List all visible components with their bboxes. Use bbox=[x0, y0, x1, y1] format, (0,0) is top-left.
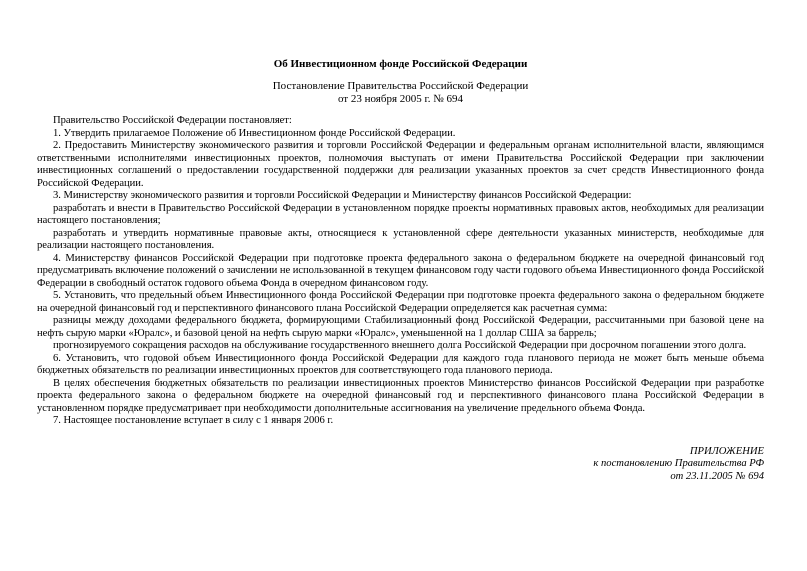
paragraph: 5. Установить, что предельный объем Инвестиционного фонда Российской Федерации при подготовке проекта федерального закона о федеральном бюджете на очередной финансовый год и перспективного финансового плана Российской Федерации определяется как расчетная сумма: bbox=[37, 290, 764, 314]
paragraph: В целях обеспечения бюджетных обязательств по реализации инвестиционных проектов Министерство финансов Российской Федерации при разработке проекта федерального закона о федеральном бюджете на очередной финансовый год и перспективного финансового плана Российской Федерации в установленном порядке предусматривает при необходимости дополнительные ассигнования на увеличение предельного объема Фонда. bbox=[37, 377, 764, 414]
paragraph: 3. Министерству экономического развития и торговли Российской Федерации и Министерству финансов Российской Федерации: bbox=[53, 190, 632, 201]
paragraph: Правительство Российской Федерации постановляет: bbox=[53, 115, 292, 126]
appendix-block bbox=[37, 446, 764, 484]
appendix-date: от 23.11.2005 № 694 bbox=[670, 470, 764, 482]
paragraph: 6. Установить, что годовой объем Инвестиционного фонда Российской Федерации для каждого года планового периода не может быть меньше объема бюджетных обязательств по реализации инвестиционных проектов для соответствующего года планового периода. bbox=[37, 352, 764, 376]
paragraph: 4. Министерству финансов Российской Федерации при подготовке проекта федерального закона о федеральном бюджете на очередной финансовый год предусматривать включение положений о зачислении не использованной в текущем финансовом году части годового объема Инвестиционного фонда Российской Федерации в свободный остаток годового объема Фонда в очередном финансовом году. bbox=[37, 252, 764, 289]
document-page bbox=[37, 58, 764, 483]
paragraph: 7. Настоящее постановление вступает в силу с 1 января 2006 г. bbox=[53, 415, 334, 426]
paragraph: разработать и утвердить нормативные правовые акты, относящиеся к установленной сфере деятельности указанных министерств, необходимые для реализации настоящего постановления. bbox=[37, 227, 764, 251]
subtitle-line-2: от 23 ноября 2005 г. № 694 bbox=[337, 93, 464, 105]
document-title: Об Инвестиционном фонде Российской Федерации bbox=[273, 58, 528, 70]
paragraph: разницы между доходами федерального бюджета, формирующими Стабилизационный фонд Российской Федерации, рассчитанными при базовой цене на нефть сырую марки «Юралс», и базовой ценой на нефть сырую марки «Юралс», уменьшенной на 1 доллар США за баррель; bbox=[37, 315, 764, 339]
paragraph: разработать и внести в Правительство Российской Федерации в установленном порядке проекты нормативных правовых актов, необходимых для реализации настоящего постановления; bbox=[37, 202, 764, 226]
paragraph: 1. Утвердить прилагаемое Положение об Инвестиционном фонде Российской Федерации. bbox=[53, 127, 456, 139]
subtitle-line-1: Постановление Правительства Российской Федерации bbox=[272, 80, 529, 92]
appendix-heading: ПРИЛОЖЕНИЕ bbox=[689, 445, 764, 457]
document-subtitle bbox=[37, 80, 764, 106]
paragraph: 2. Предоставить Министерству экономического развития и торговли Российской Федерации и федеральным органам исполнительной власти, являющимся ответственными исполнителями инвестиционных проектов, полномочия выступать от имени Правительства Российской Федерации при заключении инвестиционных соглашений о предоставлении государственной поддержки для реализации указанных проектов за счет средств Инвестиционного фонда Российской Федерации. bbox=[37, 140, 764, 189]
paragraph: прогнозируемого сокращения расходов на обслуживание государственного внешнего долга Российской Федерации при досрочном погашении этого долга. bbox=[53, 340, 747, 351]
appendix-reference: к постановлению Правительства РФ bbox=[593, 458, 764, 469]
document-body bbox=[37, 115, 764, 428]
